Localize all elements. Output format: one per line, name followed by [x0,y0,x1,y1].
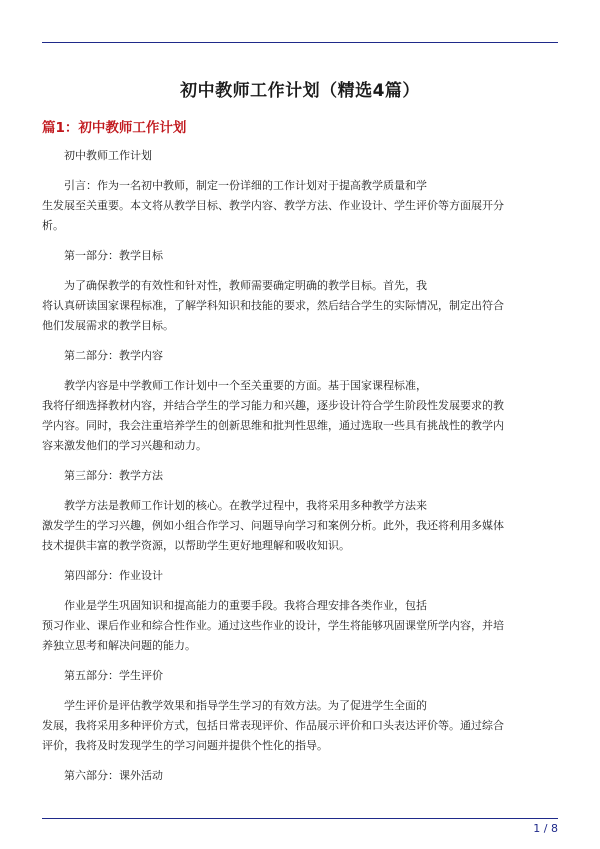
paragraph [42,146,558,166]
paragraph-line: 他们发展需求的教学目标。 [42,319,174,332]
paragraph [42,176,558,236]
paragraph [42,466,558,486]
footer-rule [42,818,558,819]
paragraph-line: 析。 [42,219,64,232]
paragraph [42,666,558,686]
paragraph-line: 第六部分：课外活动 [64,769,163,782]
paragraph-line: 激发学生的学习兴趣，例如小组合作学习、问题导向学习和案例分析。此外，我还将利用多媒体 [42,519,504,532]
paragraph-line: 学生评价是评估教学效果和指导学生学习的有效方法。为了促进学生全面的 [64,699,427,712]
document-body [42,146,558,796]
paragraph-line: 养独立思考和解决问题的能力。 [42,639,196,652]
paragraph-line: 第三部分：教学方法 [64,469,163,482]
paragraph-line: 预习作业、课后作业和综合性作业。通过这些作业的设计，学生将能够巩固课堂所学内容，并培 [42,619,504,632]
paragraph-line: 初中教师工作计划 [64,149,152,162]
paragraph-line: 为了确保教学的有效性和针对性，教师需要确定明确的教学目标。首先，我 [64,279,427,292]
paragraph [42,496,558,556]
header-rule [42,42,558,43]
paragraph [42,346,558,366]
paragraph-line: 我将仔细选择教材内容，并结合学生的学习能力和兴趣，逐步设计符合学生阶段性发展要求的教 [42,399,504,412]
paragraph-line: 第二部分：教学内容 [64,349,163,362]
paragraph-line: 教学内容是中学教师工作计划中一个至关重要的方面。基于国家课程标准， [64,379,427,392]
paragraph [42,566,558,586]
paragraph-line: 学内容。同时，我会注重培养学生的创新思维和批判性思维，通过选取一些具有挑战性的教学内 [42,419,504,432]
paragraph-line: 引言：作为一名初中教师，制定一份详细的工作计划对于提高教学质量和学 [64,179,427,192]
paragraph-line: 生发展至关重要。本文将从教学目标、教学内容、教学方法、作业设计、学生评价等方面展开分 [42,199,504,212]
paragraph-line: 教学方法是教师工作计划的核心。在教学过程中，我将采用多种教学方法来 [64,499,427,512]
paragraph [42,376,558,456]
paragraph-line: 第四部分：作业设计 [64,569,163,582]
paragraph-line: 第五部分：学生评价 [64,669,163,682]
paragraph [42,596,558,656]
paragraph-line: 将认真研读国家课程标准，了解学科知识和技能的要求，然后结合学生的实际情况，制定出符合 [42,299,504,312]
section-title: 篇1：初中教师工作计划 [42,120,187,136]
paragraph [42,276,558,336]
paragraph [42,696,558,756]
paragraph-line: 作业是学生巩固知识和提高能力的重要手段。我将合理安排各类作业，包括 [64,599,427,612]
page-number: 1 / 8 [533,822,558,835]
paragraph [42,246,558,266]
paragraph-line: 技术提供丰富的教学资源，以帮助学生更好地理解和吸收知识。 [42,539,350,552]
paragraph-line: 发展，我将采用多种评价方式，包括日常表现评价、作品展示评价和口头表达评价等。通过综合 [42,719,504,732]
paragraph-line: 评价，我将及时发现学生的学习问题并提供个性化的指导。 [42,739,328,752]
paragraph [42,766,558,786]
document-title: 初中教师工作计划（精选4篇） [180,81,420,101]
paragraph-line: 第一部分：教学目标 [64,249,163,262]
paragraph-line: 容来激发他们的学习兴趣和动力。 [42,439,207,452]
